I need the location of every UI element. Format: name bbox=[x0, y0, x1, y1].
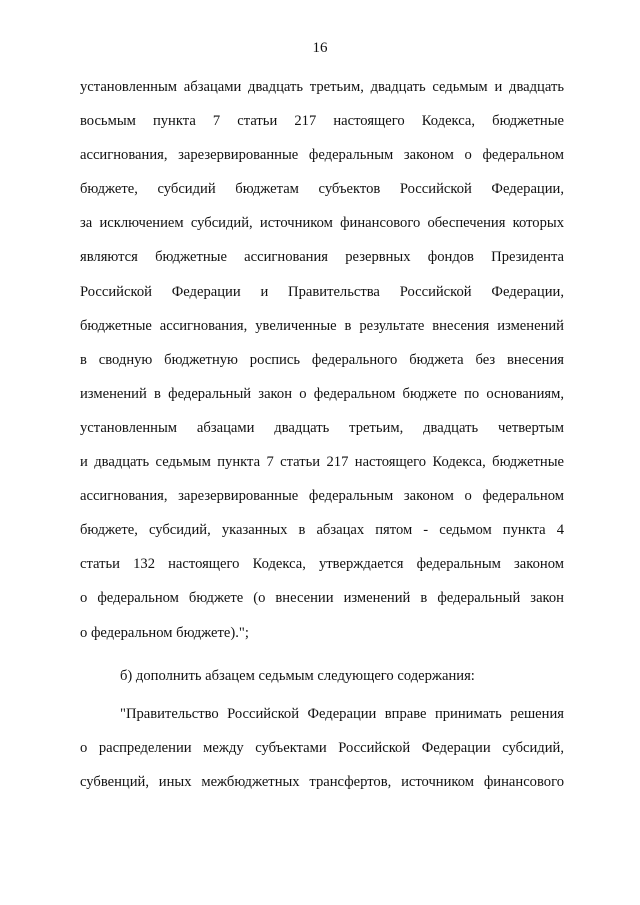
text-line: субвенций, иных межбюджетных трансфертов, источником финансового bbox=[80, 774, 564, 791]
paragraph-amendment-text bbox=[80, 70, 564, 650]
text-line: ассигнования, зарезервированные федеральным законом о федеральном bbox=[80, 488, 564, 505]
paragraph-new-clause bbox=[80, 697, 564, 799]
text-line: являются бюджетные ассигнования резервных фондов Президента bbox=[80, 249, 564, 266]
text-line: бюджете, субсидий бюджетам субъектов Российской Федерации, bbox=[80, 181, 564, 198]
page-number: 16 bbox=[312, 40, 328, 56]
text-line: и двадцать седьмым пункта 7 статьи 217 настоящего Кодекса, бюджетные bbox=[80, 454, 564, 471]
text-line: установленным абзацами двадцать третьим, двадцать четвертым bbox=[80, 419, 564, 436]
text-line: в сводную бюджетную роспись федерального бюджета без внесения bbox=[80, 351, 564, 368]
text-line: изменений в федеральный закон о федеральном бюджете по основаниям, bbox=[80, 385, 564, 402]
text-line: за исключением субсидий, источником финансового обеспечения которых bbox=[80, 215, 564, 232]
text-line: ассигнования, зарезервированные федеральным законом о федеральном bbox=[80, 147, 564, 164]
text-line: установленным абзацами двадцать третьим, двадцать седьмым и двадцать bbox=[80, 79, 564, 95]
text-line: Российской Федерации и Правительства Российской Федерации, bbox=[80, 283, 564, 300]
text-line: бюджете, субсидий, указанных в абзацах пятом - седьмом пункта 4 bbox=[80, 522, 564, 539]
text-line: б) дополнить абзацем седьмым следующего содержания: bbox=[120, 668, 475, 684]
text-line: о федеральном бюджете)."; bbox=[80, 624, 249, 641]
text-line: "Правительство Российской Федерации вправе принимать решения bbox=[120, 706, 564, 722]
text-line: о распределении между субъектами Российской Федерации субсидий, bbox=[80, 740, 564, 757]
text-line: статьи 132 настоящего Кодекса, утверждается федеральным законом bbox=[80, 556, 564, 573]
paragraph-item-b bbox=[80, 659, 564, 693]
text-line: восьмым пункта 7 статьи 217 настоящего Кодекса, бюджетные bbox=[80, 113, 564, 130]
text-line: о федеральном бюджете (о внесении изменений в федеральный закон bbox=[80, 590, 564, 607]
text-line: бюджетные ассигнования, увеличенные в результате внесения изменений bbox=[80, 317, 564, 334]
